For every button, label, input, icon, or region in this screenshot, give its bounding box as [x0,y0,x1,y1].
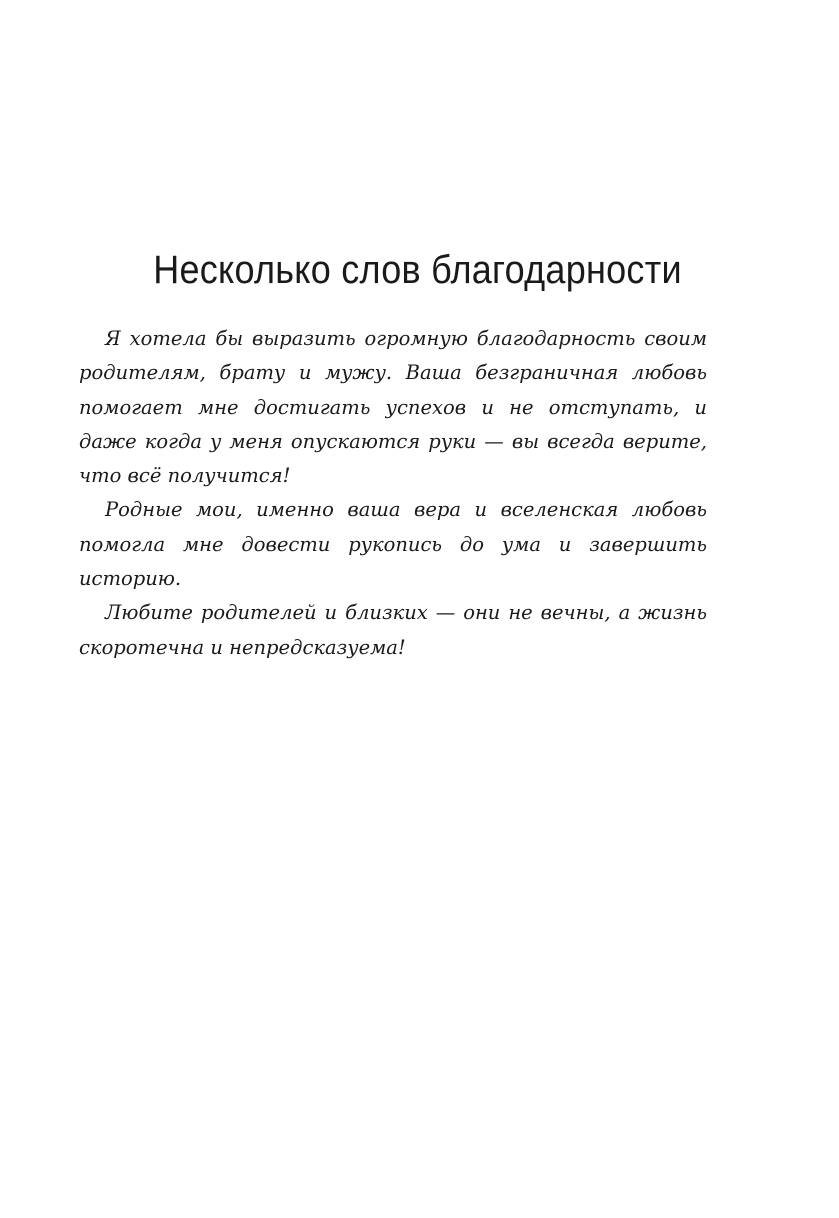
paragraph-3: Любите родителей и близких — они не вечны, а жизнь скоротечна и непредсказуема! [79,601,707,659]
page-title: Несколько слов благодарности [153,248,682,292]
paragraph-2: Родные мои, именно ваша вера и вселенская любовь помогла мне довести рукопись до ума и завершить историю. [79,498,707,591]
acknowledgements-text [79,322,707,665]
paragraph-1: Я хотела бы выразить огромную благодарность своим родителям, брату и мужу. Ваша безграничная любовь помогает мне достигать успехов и не отступать, и даже когда у меня опускаются руки — вы всегда верите, что всё получится! [79,327,707,488]
